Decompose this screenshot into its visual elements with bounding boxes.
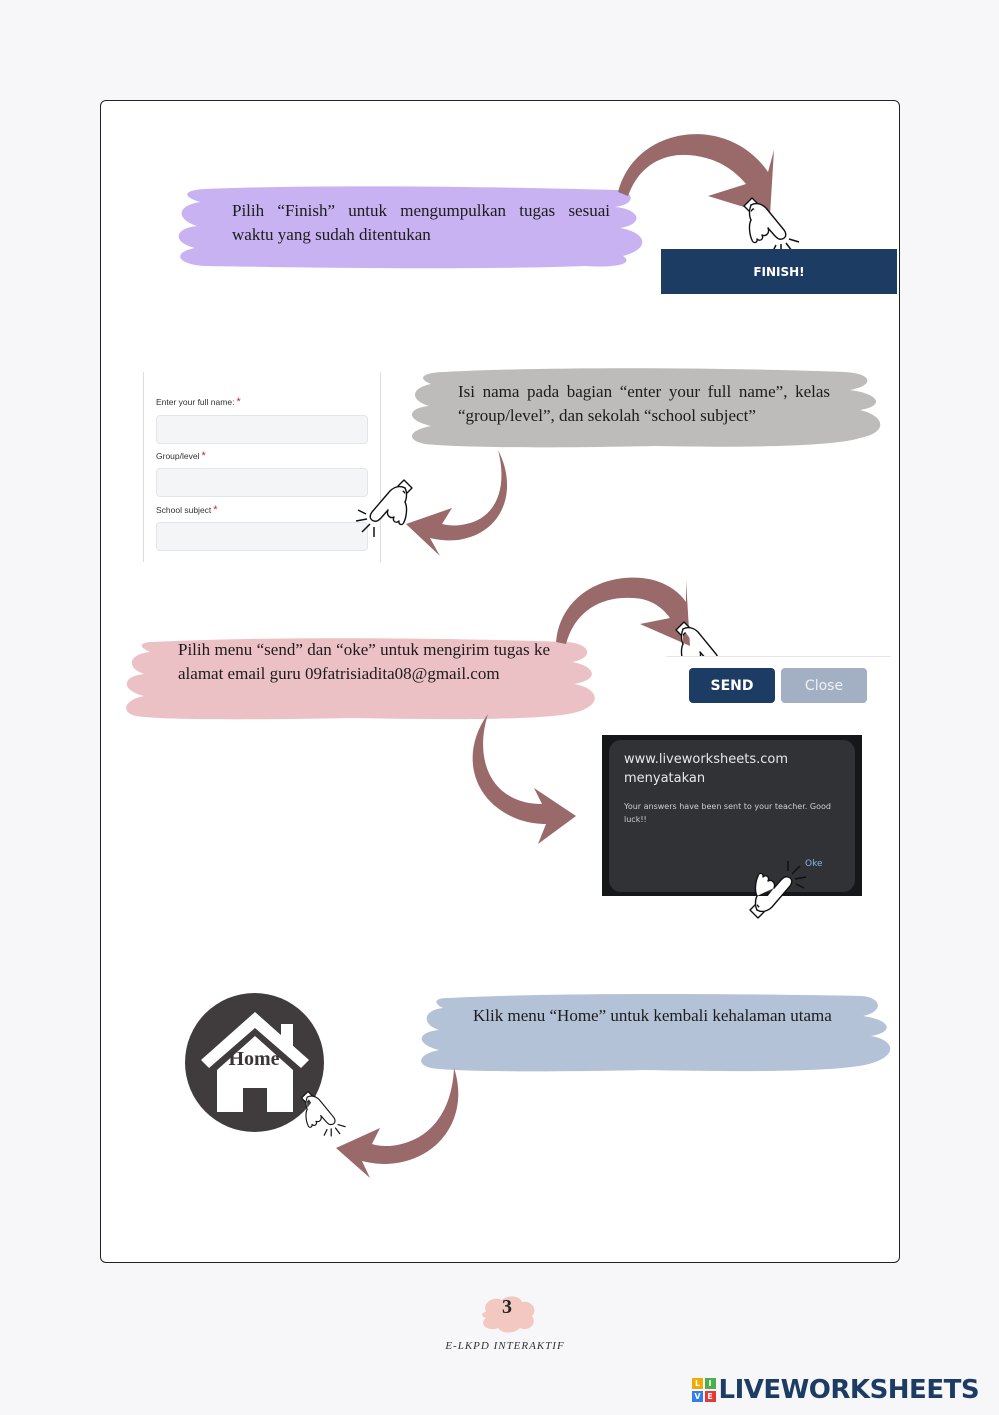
close-button[interactable]: Close [781, 668, 867, 703]
dialog-message: Your answers have been sent to your teacher. Good luck!! [624, 802, 831, 824]
pointing-hand-icon [742, 196, 802, 256]
curved-arrow-icon [330, 1066, 470, 1184]
group-level-input[interactable] [156, 468, 368, 497]
send-button[interactable]: SEND [689, 668, 775, 703]
pointing-hand-icon [360, 470, 420, 530]
logo-grid-icon: L I V E [692, 1378, 716, 1402]
logo-text: LIVEWORKSHEETS [718, 1375, 980, 1405]
step-send-text: Pilih menu “send” dan “oke” untuk mengirim tugas ke alamat email guru 09fatrisiadita08@gmail.com [178, 640, 550, 683]
pointing-hand-icon [748, 872, 808, 932]
group-level-label: Group/level * [156, 450, 206, 462]
footer-title: E-LKPD INTERAKTIF [445, 1340, 565, 1352]
finish-button[interactable]: FINISH! [661, 249, 897, 294]
page-number: 3 [502, 1296, 512, 1318]
liveworksheets-logo [692, 1374, 979, 1406]
full-name-input[interactable] [156, 415, 368, 444]
registration-form [143, 372, 381, 562]
curved-arrow-icon [460, 712, 590, 852]
full-name-label: Enter your full name: * [156, 396, 241, 408]
step-finish-text: Pilih “Finish” untuk mengumpulkan tugas sesuai waktu yang sudah ditentukan [232, 201, 610, 244]
oke-button[interactable]: Oke [805, 859, 823, 869]
school-subject-label: School subject * [156, 504, 218, 516]
home-label: Home [228, 1048, 280, 1070]
dialog-title: www.liveworksheets.com menyatakan [624, 752, 788, 786]
school-subject-input[interactable] [156, 522, 368, 551]
step-home-text: Klik menu “Home” untuk kembali kehalaman utama [473, 1006, 832, 1025]
step-name-text: Isi nama pada bagian “enter your full name”, kelas “group/level”, dan sekolah “school subject” [458, 382, 830, 425]
confirmation-dialog [609, 740, 855, 892]
